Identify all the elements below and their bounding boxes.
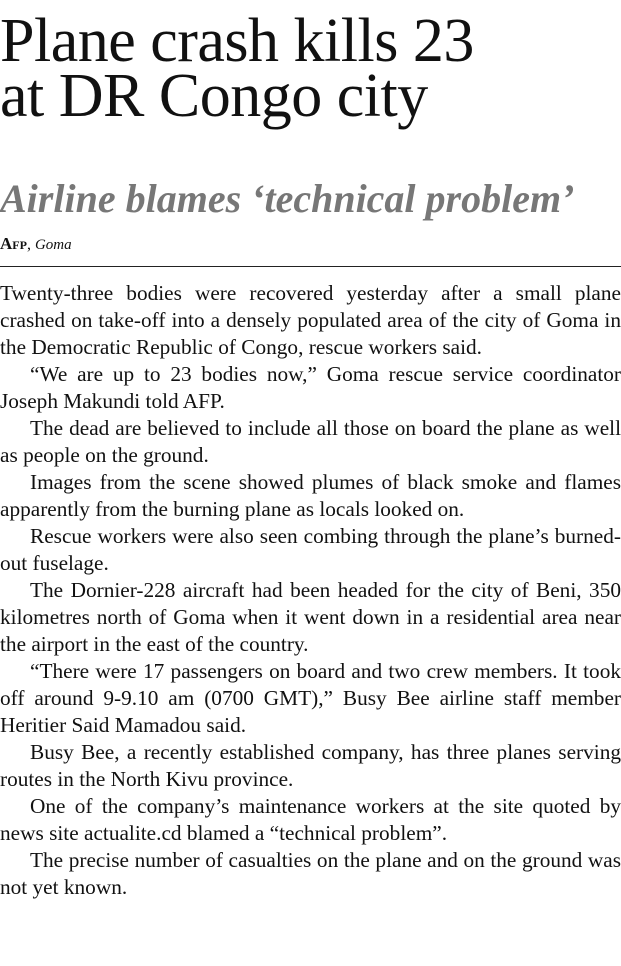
byline-agency: Afp [0, 234, 27, 253]
byline [0, 233, 72, 256]
paragraph-1: Twenty-three bodies were recovered yesterday after a small plane crashed on take-off into a densely populated area of the city of Goma in the Democratic Republic of Congo, rescue workers said. [0, 281, 621, 359]
paragraph-7: “There were 17 passengers on board and two crew members. It took off around 9-9.10 am (0700 GMT),” Busy Bee airline staff member Heritier Said Mamadou said. [0, 659, 621, 737]
headline-line-2: at DR Congo city [0, 62, 428, 130]
paragraph-2: “We are up to 23 bodies now,” Goma rescue service coordinator Joseph Makundi told AFP. [0, 362, 621, 413]
paragraph-10: The precise number of casualties on the plane and on the ground was not yet known. [0, 848, 621, 899]
byline-divider [0, 266, 621, 267]
subheadline: Airline blames ‘technical problem’ [0, 176, 575, 221]
article-body [0, 280, 621, 901]
paragraph-8: Busy Bee, a recently established company, has three planes serving routes in the North Kivu province. [0, 740, 621, 791]
paragraph-4: Images from the scene showed plumes of black smoke and flames apparently from the burning plane as locals looked on. [0, 470, 621, 521]
byline-place: Goma [34, 237, 72, 253]
paragraph-3: The dead are believed to include all those on board the plane as well as people on the ground. [0, 416, 621, 467]
byline-separator: , [26, 236, 31, 253]
headline [0, 7, 621, 130]
headline-line-1: Plane crash kills 23 [0, 7, 474, 75]
paragraph-6: The Dornier-228 aircraft had been headed for the city of Beni, 350 kilometres north of Goma when it went down in a residential area near the airport in the east of the country. [0, 578, 621, 656]
paragraph-9: One of the company’s maintenance workers at the site quoted by news site actualite.cd blamed a “technical problem”. [0, 794, 621, 845]
paragraph-5: Rescue workers were also seen combing through the plane’s burned-out fuselage. [0, 524, 621, 575]
